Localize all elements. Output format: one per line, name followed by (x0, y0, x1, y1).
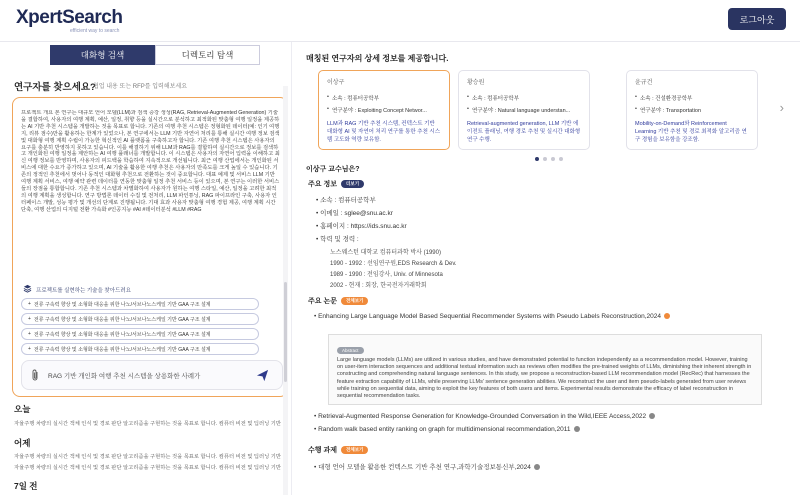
researcher-card[interactable] (318, 70, 450, 150)
panel-title: 매칭된 연구자의 상세 정보를 제공합니다. (306, 54, 449, 63)
suggestion-header-text: 프로젝트를 실현하는 기술을 찾아드려요 (36, 287, 131, 294)
tab-directory-browse[interactable]: 디렉토리 탐색 (155, 45, 260, 65)
paper-abstract (328, 334, 762, 405)
info-affiliation: • 소속 : 컴퓨터공학부 (316, 197, 376, 204)
logout-button[interactable]: 로그아웃 (728, 8, 786, 30)
degree-item: 2002 - 현재 : 회장, 한국전자거래학회 (330, 283, 427, 289)
app-logo: XpertSearch (16, 7, 123, 28)
search-mode-tabs (50, 45, 260, 65)
researcher-name: 황승원 (467, 80, 485, 86)
chevron-right-icon[interactable]: › (779, 100, 784, 115)
expand-indicator-icon[interactable] (534, 464, 540, 470)
message-input-row (21, 360, 283, 390)
chat-panel (0, 42, 290, 495)
affiliation-row: • 소속 : 컴퓨터공학부 (327, 94, 380, 102)
send-icon[interactable] (256, 369, 270, 383)
suggestion-pill[interactable] (21, 298, 259, 310)
expand-indicator-icon[interactable] (574, 426, 580, 432)
researcher-summary: Retrieval-augmented generation, LLM 기반 에이전트 플래닝, 여행 경로 추천 및 실시간 대화형 연구 수행. (467, 121, 581, 143)
stack-icon (23, 284, 32, 295)
paper-item[interactable]: • Retrieval-Augmented Response Generation for Knowledge-Grounded Conversation in the Wild,IEEE Access,2022 (314, 413, 655, 420)
field-row: • 연구분야 : Natural language understan... (467, 106, 571, 114)
carousel-dot[interactable] (535, 157, 539, 161)
plus-icon: + (28, 316, 31, 322)
degree-item: 1989 - 1990 : 전임강사, Univ. of Minnesota (330, 272, 443, 278)
researcher-section-title: 이상구 교수님은? (306, 166, 360, 173)
view-all-projects-button[interactable]: 전체보기 (341, 446, 368, 454)
query-text: 프로젝트 개요 본 연구는 대규모 언어 모델(LLM)과 검색 증강 생성(RAG, Retrieval-Augmented Generation) 기술을 결합하여, 사용자의 여행 계획, 예산, 일정, 취향 등을 실시간으로 분석하고 최적화된 맞춤형 여행 일정을 제공하는 AI 기반 추천 시스템을 개발하는 것을 목표로 합니다. 기존의 여행 추천 시스템은 정형화된 데이터(예: 인기 여행지, 리뷰 점수)만을 활용하는 한계가 있었으나, 본 연구에서는 LLM 기반 자연어 처리를 통해 실시간 여행 정보 검색 및 대화형 여행 계획 수립이 가능한 혁신적인 AI 플랫폼을 구축하고자 합니다. 기존 여행 추천 시스템은 사용자의 요구를 충분히 반영하지 못하고 있습니다. 이를 해결하기 위해 LLM과 RAG를 결합하여 실시간으로 정보를 검색하고 개인화된 여행 일정을 제안하는 AI 여행 플래너를 개발합니다. 이 시스템은 사용자의 자연어 입력을 이해하고 최신 여행 정보를 반영하며, 사용자의 피드백을 학습하여 지속적으로 개선됩니다. 최근 여행 산업에서는 개인화된 서비스에 대한 수요가 증가하고 있으며, AI 기술을 활용한 여행 추천은 사용자의 만족도를 크게 높일 수 있습니다. 기존의 정적인 추천에서 벗어나 동적인 대화형 추천으로 전환하는 것이 중요합니다. 대표 예제 및 서비스 LLM 기반 여행 계획 서비스, 여행 예약 관련 데이터를 연동한 맞춤형 일정 추천 서비스 등이 있으며, 본 연구는 이러한 서비스들의 장점을 통합합니다. 기존 추천 시스템과 차별화하여 사용자가 원하는 여행 스타일, 예산, 일정을 고려한 최적의 여행 계획을 생성합니다. 연구 방법론 데이터 수집 및 전처리, LLM 파인튜닝, RAG 파이프라인 구축, 사용자 인터페이스 개발, 성능 평가 및 개선의 단계로 진행됩니다. 기대 효과 사용자 맞춤형 여행 경험 제공, 여행 계획 시간 단축, 여행 산업의 디지털 전환 가속화 #인공지능 #AI #데이터분석 #LLM #RAG (21, 110, 280, 213)
suggestion-pill[interactable] (21, 313, 259, 325)
query-composer (12, 97, 288, 397)
researcher-summary: Mobility-on-Demand와 Reinforcement Learning 기반 추천 및 경로 최적화 알고리즘 연구 경험을 보유함을 강조함. (635, 121, 747, 143)
degree-item: 노스웨스턴 대학교 컴퓨터과학 박사 (1990) (330, 250, 441, 256)
researcher-card[interactable] (626, 70, 758, 150)
history-group-7days: 7일 전 (14, 481, 38, 491)
history-group-yesterday: 어제 (14, 438, 31, 448)
main-info-heading: 주요 정보 더보기 (308, 179, 364, 189)
paper-item[interactable]: • Enhancing Large Language Model Based Sequential Recommender Systems with Pseudo Labels Reconstruction,2024 (314, 313, 670, 320)
tab-conversational-search[interactable]: 대화형 검색 (50, 45, 155, 65)
projects-heading: 수행 과제 전체보기 (308, 445, 368, 455)
expand-indicator-icon[interactable] (649, 413, 655, 419)
researcher-name: 윤규건 (635, 80, 653, 86)
suggestion-pill[interactable] (21, 343, 259, 355)
affiliation-row: • 소속 : 컴퓨터공학부 (467, 94, 520, 102)
info-homepage[interactable]: • 홈페이지 : https://ids.snu.ac.kr (316, 223, 407, 230)
history-item[interactable]: 자율주행 차량의 실시간 객체 인식 및 경로 판단 알고리즘을 구현하는 것을 목표로 합니다. 컴퓨터 비전 및 딥러닝 기반 (14, 454, 281, 460)
paper-item[interactable]: • Random walk based entity ranking on graph for multidimensional recommendation,2011 (314, 426, 580, 433)
suggestion-pill[interactable] (21, 328, 259, 340)
info-email: • 이메일 : sglee@snu.ac.kr (316, 210, 393, 217)
top-bar (0, 0, 800, 42)
affiliation-row: • 소속 : 건설환경공학부 (635, 94, 693, 102)
degree-item: 1990 - 1992 : 선임연구원,EDS Research & Dev. (330, 261, 457, 267)
paperclip-icon[interactable] (30, 369, 42, 383)
question-hint: 협업 내용 또는 RFP를 입력해보세요 (93, 84, 188, 90)
logo-tagline: efficient way to search (70, 28, 120, 34)
field-row: • 연구분야 : Exploiting Concept Networ... (327, 106, 427, 114)
researcher-name: 이상구 (327, 80, 345, 86)
suggestion-text: 전류 구속력 향상 및 소형화 대응을 위한 나노/서브나노스케일 기반 GAA 구조 설계 (33, 301, 211, 308)
papers-heading: 주요 논문 전체보기 (308, 296, 368, 306)
carousel-dots (535, 157, 563, 161)
abstract-tag: Abstract (337, 347, 364, 354)
history-item[interactable]: 자율주행 차량의 실시간 객체 인식 및 경로 판단 알고리즘을 구현하는 것을 목표로 합니다. 컴퓨터 비전 및 딥러닝 기반 (14, 465, 281, 471)
researcher-card[interactable] (458, 70, 590, 150)
abstract-text: Large language models (LLMs) are utilized in various studies, and have demonstrated potential to function independently as a recommendation model. However, training on user-item interaction sequences and additional textual information such as reviews often modifies the pre-trained weights of LLMs, diminishing their inherent strength in constructing and comprehending natural language sentences. In this study, we propose a reconstruction-based LLM recommendation model (RecRec) that harnesses the feature extraction capability of LLMs, while preserving LLMs' sentence generation abilities. We reconstruct the user and item pseudo-labels generated from user reviews while training on sequential data, aiming to exploit the key features of both users and items. Experimental results demonstrate the efficacy of label reconstruction in sequential recommendation tasks. (337, 357, 752, 400)
question-title: 연구자를 찾으세요? (14, 82, 96, 93)
info-degrees-label: • 학력 및 경력 : (316, 236, 359, 243)
expand-indicator-icon[interactable] (664, 313, 670, 319)
suggestion-text: 전류 구속력 향상 및 소형화 대응을 위한 나노/서브나노스케일 기반 GAA 구조 설계 (33, 331, 211, 338)
view-all-papers-button[interactable]: 전체보기 (341, 297, 368, 305)
carousel-dot[interactable] (559, 157, 563, 161)
suggestion-text: 전류 구속력 향상 및 소형화 대응을 위한 나노/서브나노스케일 기반 GAA 구조 설계 (33, 316, 211, 323)
history-item[interactable]: 자율주행 차량의 실시간 객체 인식 및 경로 판단 알고리즘을 구현하는 것을 목표로 합니다. 컴퓨터 비전 및 딥러닝 기반 (14, 421, 281, 427)
chat-scrollbar-thumb[interactable] (284, 282, 287, 382)
carousel-dot[interactable] (551, 157, 555, 161)
researcher-summary: LLM과 RAG 기반 추천 시스템, 컨텍스트 기반 대화형 AI 및 자연어 처리 연구를 통한 추천 시스템 고도화 역량 보유함. (327, 121, 441, 143)
project-item[interactable]: • 대형 언어 모델을 활용한 컨텍스트 기반 추천 연구,과학기술정보통신부,2024 (314, 462, 540, 471)
more-button[interactable]: 더보기 (341, 180, 364, 188)
suggestion-text: 전류 구속력 향상 및 소형화 대응을 위한 나노/서브나노스케일 기반 GAA 구조 설계 (33, 346, 211, 353)
plus-icon: + (28, 346, 31, 352)
carousel-dot[interactable] (543, 157, 547, 161)
suggestion-header (23, 284, 131, 295)
plus-icon: + (28, 331, 31, 337)
plus-icon: + (28, 301, 31, 307)
message-input[interactable]: RAG 기반 개인화 여행 추천 시스템을 상용화한 사례가 (48, 373, 201, 380)
field-row: • 연구분야 : Transportation (635, 106, 702, 114)
researcher-detail-panel (291, 42, 800, 495)
history-group-today: 오늘 (14, 404, 31, 414)
